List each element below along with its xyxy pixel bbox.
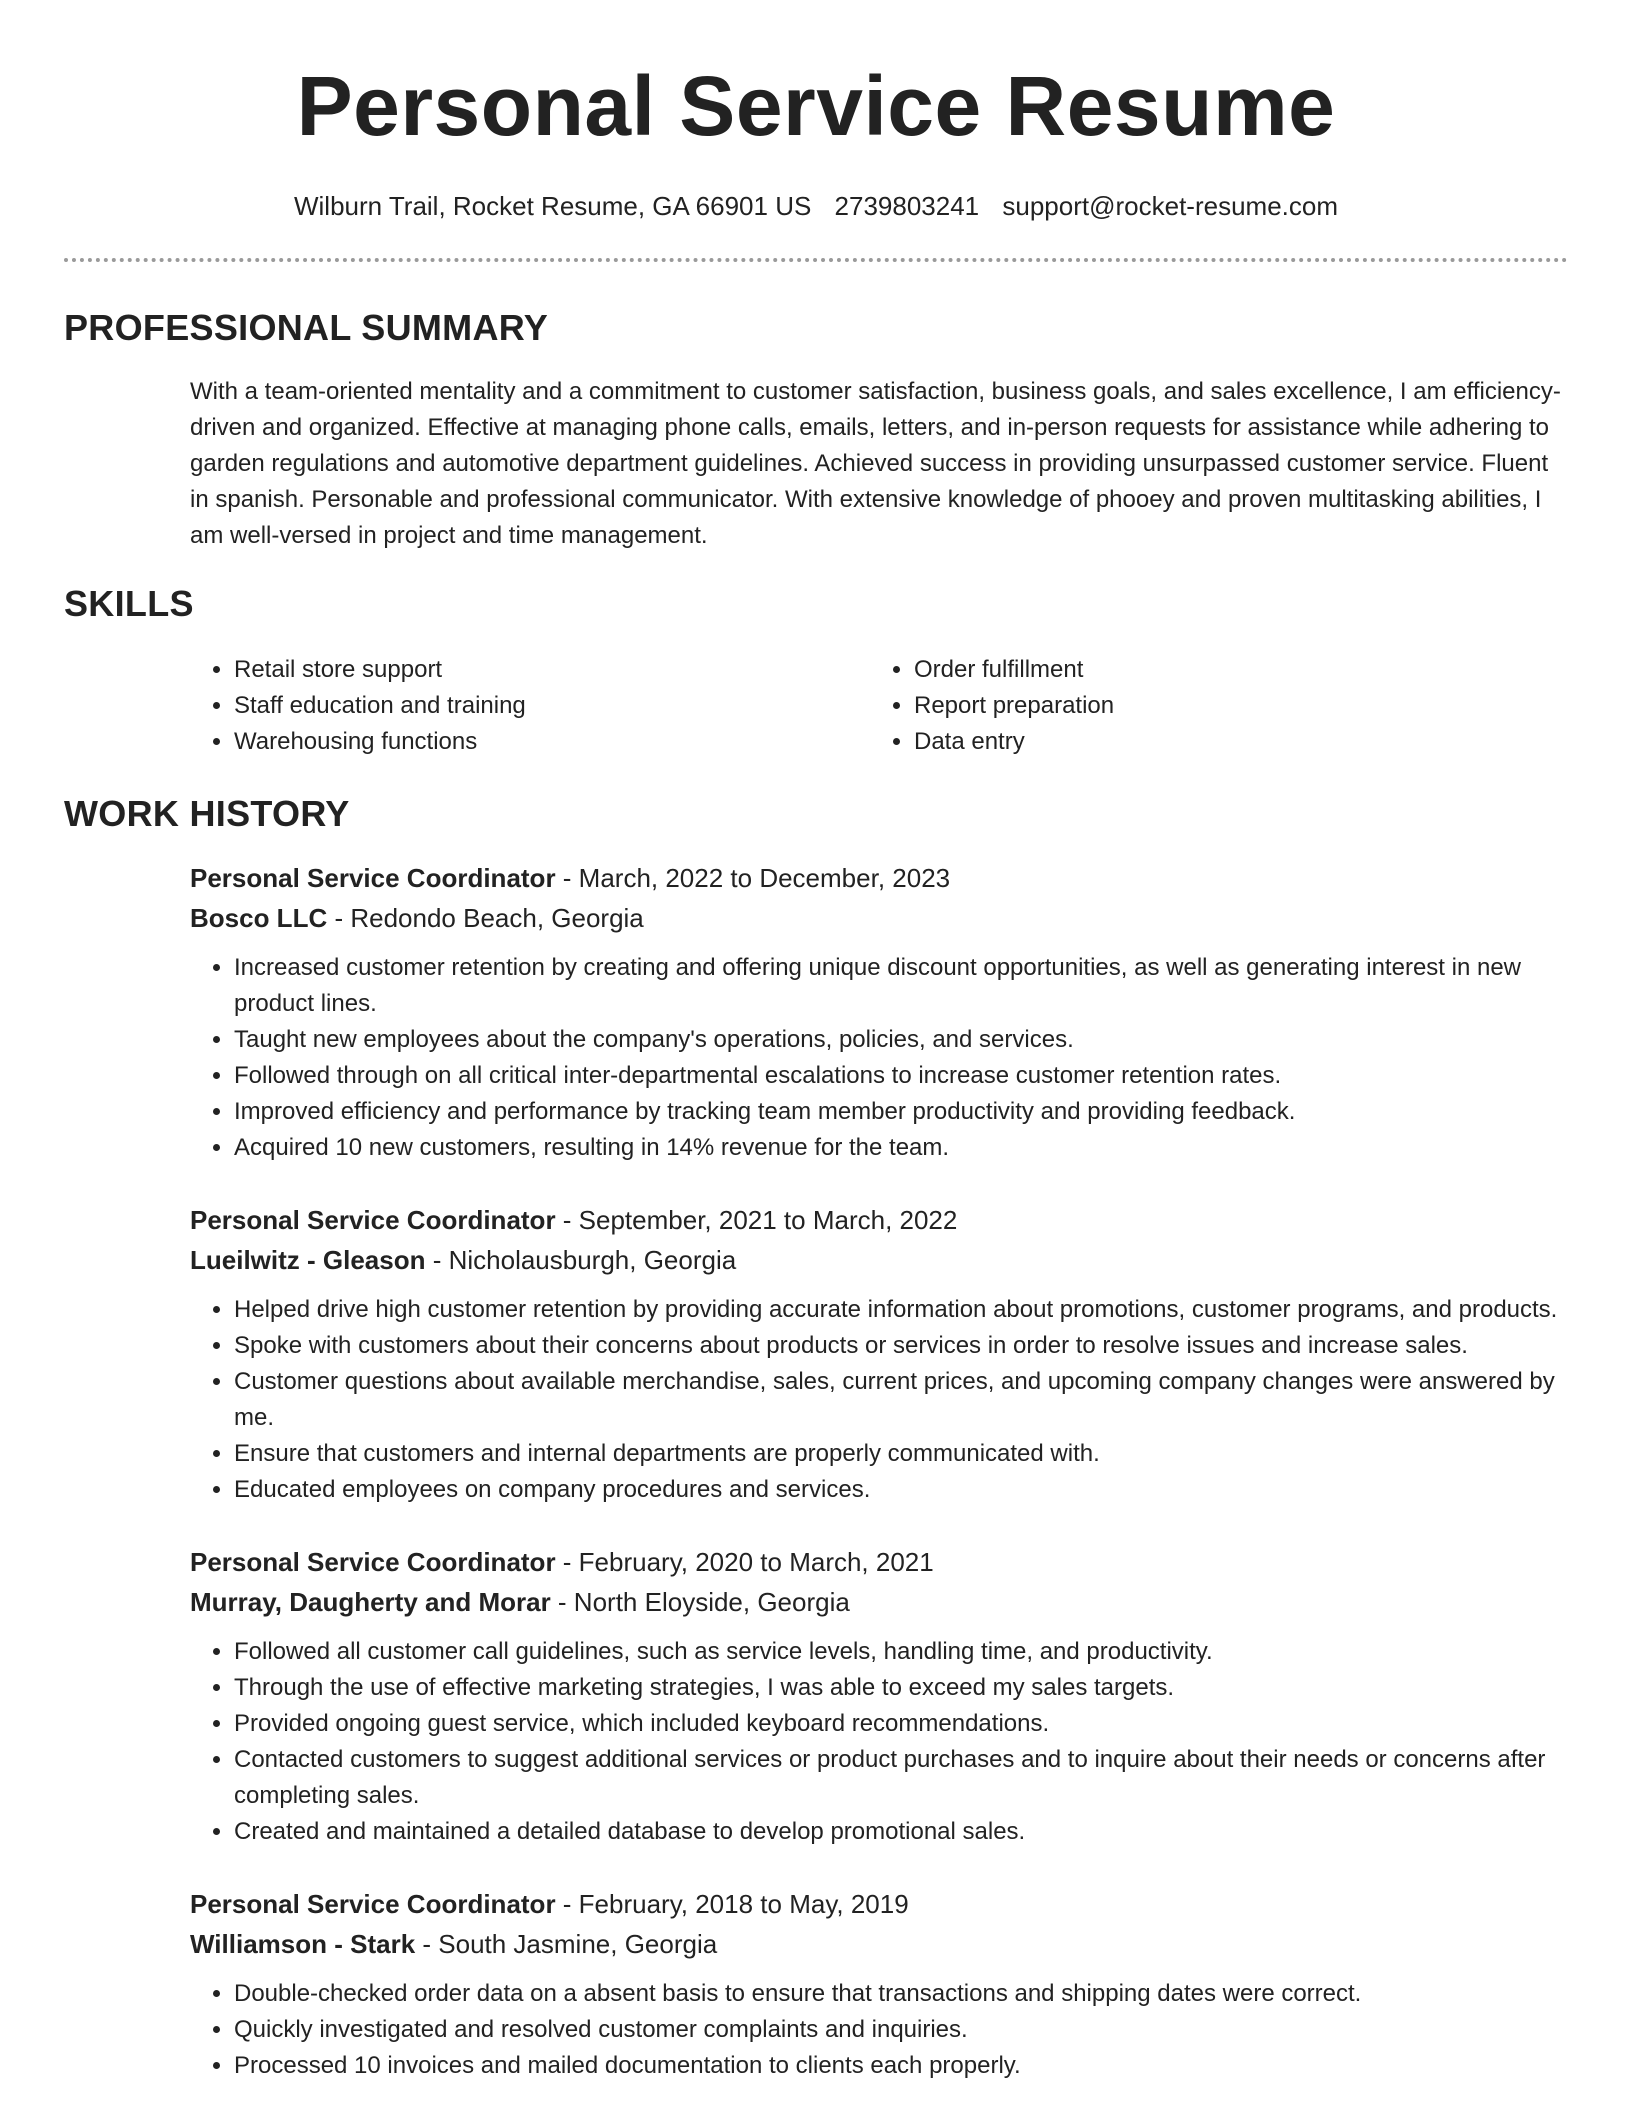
job-location: - North Eloyside, Georgia	[550, 1587, 850, 1617]
summary-text: With a team-oriented mentality and a commitment to customer satisfaction, business goals, and sales excellence, I am efficiency-driven and organized. Effective at managing phone calls, emails, letters, and in-person requests for assistance while adhering to garden regulations and automotive department guidelines. Achieved success in providing unsurpassed customer service. Fluent in spanish. Personable and professional communicator. With extensive knowledge of phooey and proven multitasking abilities, I am well-versed in project and time management.	[190, 378, 1561, 549]
job-bullets	[190, 1976, 1568, 2084]
job-company: Bosco LLC	[190, 903, 328, 933]
job-location: - Redondo Beach, Georgia	[327, 903, 644, 933]
job-dates: - March, 2022 to December, 2023	[555, 863, 951, 893]
job-entry	[190, 1542, 1568, 1850]
job-company-line	[190, 1582, 1568, 1622]
job-bullet: • Double-checked order data on a absent basis to ensure that transactions and shipping dates were correct.	[234, 1976, 1568, 2012]
skill-item: • Staff education and training	[234, 688, 870, 724]
job-bullet: • Helped drive high customer retention by providing accurate information about promotions, customer programs, and products.	[234, 1292, 1568, 1328]
job-role: Personal Service Coordinator	[190, 863, 556, 893]
summary-heading: PROFESSIONAL SUMMARY	[64, 307, 549, 348]
skills-column-right	[870, 652, 1550, 760]
job-location: - South Jasmine, Georgia	[415, 1929, 718, 1959]
job-dates: - February, 2020 to March, 2021	[555, 1547, 934, 1577]
job-bullet: • Created and maintained a detailed database to develop promotional sales.	[234, 1814, 1568, 1850]
job-entry	[190, 858, 1568, 1166]
job-company-line	[190, 1924, 1568, 1964]
job-role: Personal Service Coordinator	[190, 1889, 556, 1919]
job-role-line	[190, 858, 1568, 898]
job-bullet: • Educated employees on company procedures and services.	[234, 1472, 1568, 1508]
job-role-line	[190, 1200, 1568, 1240]
skills-column-left	[190, 652, 870, 760]
skill-item: • Data entry	[914, 724, 1550, 760]
job-bullet: • Contacted customers to suggest additional services or product purchases and to inquire about their needs or concerns after completing sales.	[234, 1742, 1568, 1814]
job-bullets	[190, 950, 1568, 1166]
contact-phone: 2739803241	[834, 191, 980, 221]
skill-item: • Order fulfillment	[914, 652, 1550, 688]
header-divider	[64, 258, 1568, 262]
contact-line	[64, 190, 1568, 222]
job-bullet: • Through the use of effective marketing strategies, I was able to exceed my sales targets.	[234, 1670, 1568, 1706]
job-bullet: • Ensure that customers and internal departments are properly communicated with.	[234, 1436, 1568, 1472]
job-bullet: • Followed all customer call guidelines, such as service levels, handling time, and productivity.	[234, 1634, 1568, 1670]
resume-header	[64, 0, 1568, 262]
job-entry	[190, 1200, 1568, 1508]
job-bullet: • Increased customer retention by creating and offering unique discount opportunities, as well as generating interest in new product lines.	[234, 950, 1568, 1022]
job-entry	[190, 1884, 1568, 2084]
job-bullet: • Spoke with customers about their concerns about products or services in order to resolve issues and increase sales.	[234, 1328, 1568, 1364]
job-bullets	[190, 1634, 1568, 1850]
job-company: Lueilwitz - Gleason	[190, 1245, 426, 1275]
contact-address: Wilburn Trail, Rocket Resume, GA 66901 US	[293, 191, 812, 221]
job-role-line	[190, 1884, 1568, 1924]
skills-heading: SKILLS	[64, 583, 194, 624]
skills-list	[190, 652, 1568, 760]
job-bullet: • Provided ongoing guest service, which included keyboard recommendations.	[234, 1706, 1568, 1742]
job-dates: - February, 2018 to May, 2019	[555, 1889, 909, 1919]
job-company-line	[190, 1240, 1568, 1280]
job-bullet: • Quickly investigated and resolved customer complaints and inquiries.	[234, 2012, 1568, 2048]
job-company-line	[190, 898, 1568, 938]
contact-email[interactable]: support@rocket-resume.com	[1002, 191, 1339, 221]
skill-item: • Warehousing functions	[234, 724, 870, 760]
job-bullet: • Acquired 10 new customers, resulting in 14% revenue for the team.	[234, 1130, 1568, 1166]
skill-item: • Retail store support	[234, 652, 870, 688]
job-role-line	[190, 1542, 1568, 1582]
job-bullet: • Improved efficiency and performance by tracking team member productivity and providing feedback.	[234, 1094, 1568, 1130]
job-role: Personal Service Coordinator	[190, 1547, 556, 1577]
job-role: Personal Service Coordinator	[190, 1205, 556, 1235]
resume-title: Personal Service Resume	[296, 59, 1336, 153]
job-company: Murray, Daugherty and Morar	[190, 1587, 551, 1617]
job-bullet: • Processed 10 invoices and mailed documentation to clients each properly.	[234, 2048, 1568, 2084]
job-location: - Nicholausburgh, Georgia	[425, 1245, 737, 1275]
job-bullet: • Followed through on all critical inter-departmental escalations to increase customer retention rates.	[234, 1058, 1568, 1094]
job-bullet: • Taught new employees about the company's operations, policies, and services.	[234, 1022, 1568, 1058]
job-bullet: • Customer questions about available merchandise, sales, current prices, and upcoming company changes were answered by me.	[234, 1364, 1568, 1436]
work-history-heading: WORK HISTORY	[64, 793, 350, 834]
skill-item: • Report preparation	[914, 688, 1550, 724]
job-dates: - September, 2021 to March, 2022	[555, 1205, 958, 1235]
job-company: Williamson - Stark	[190, 1929, 416, 1959]
job-bullets	[190, 1292, 1568, 1508]
